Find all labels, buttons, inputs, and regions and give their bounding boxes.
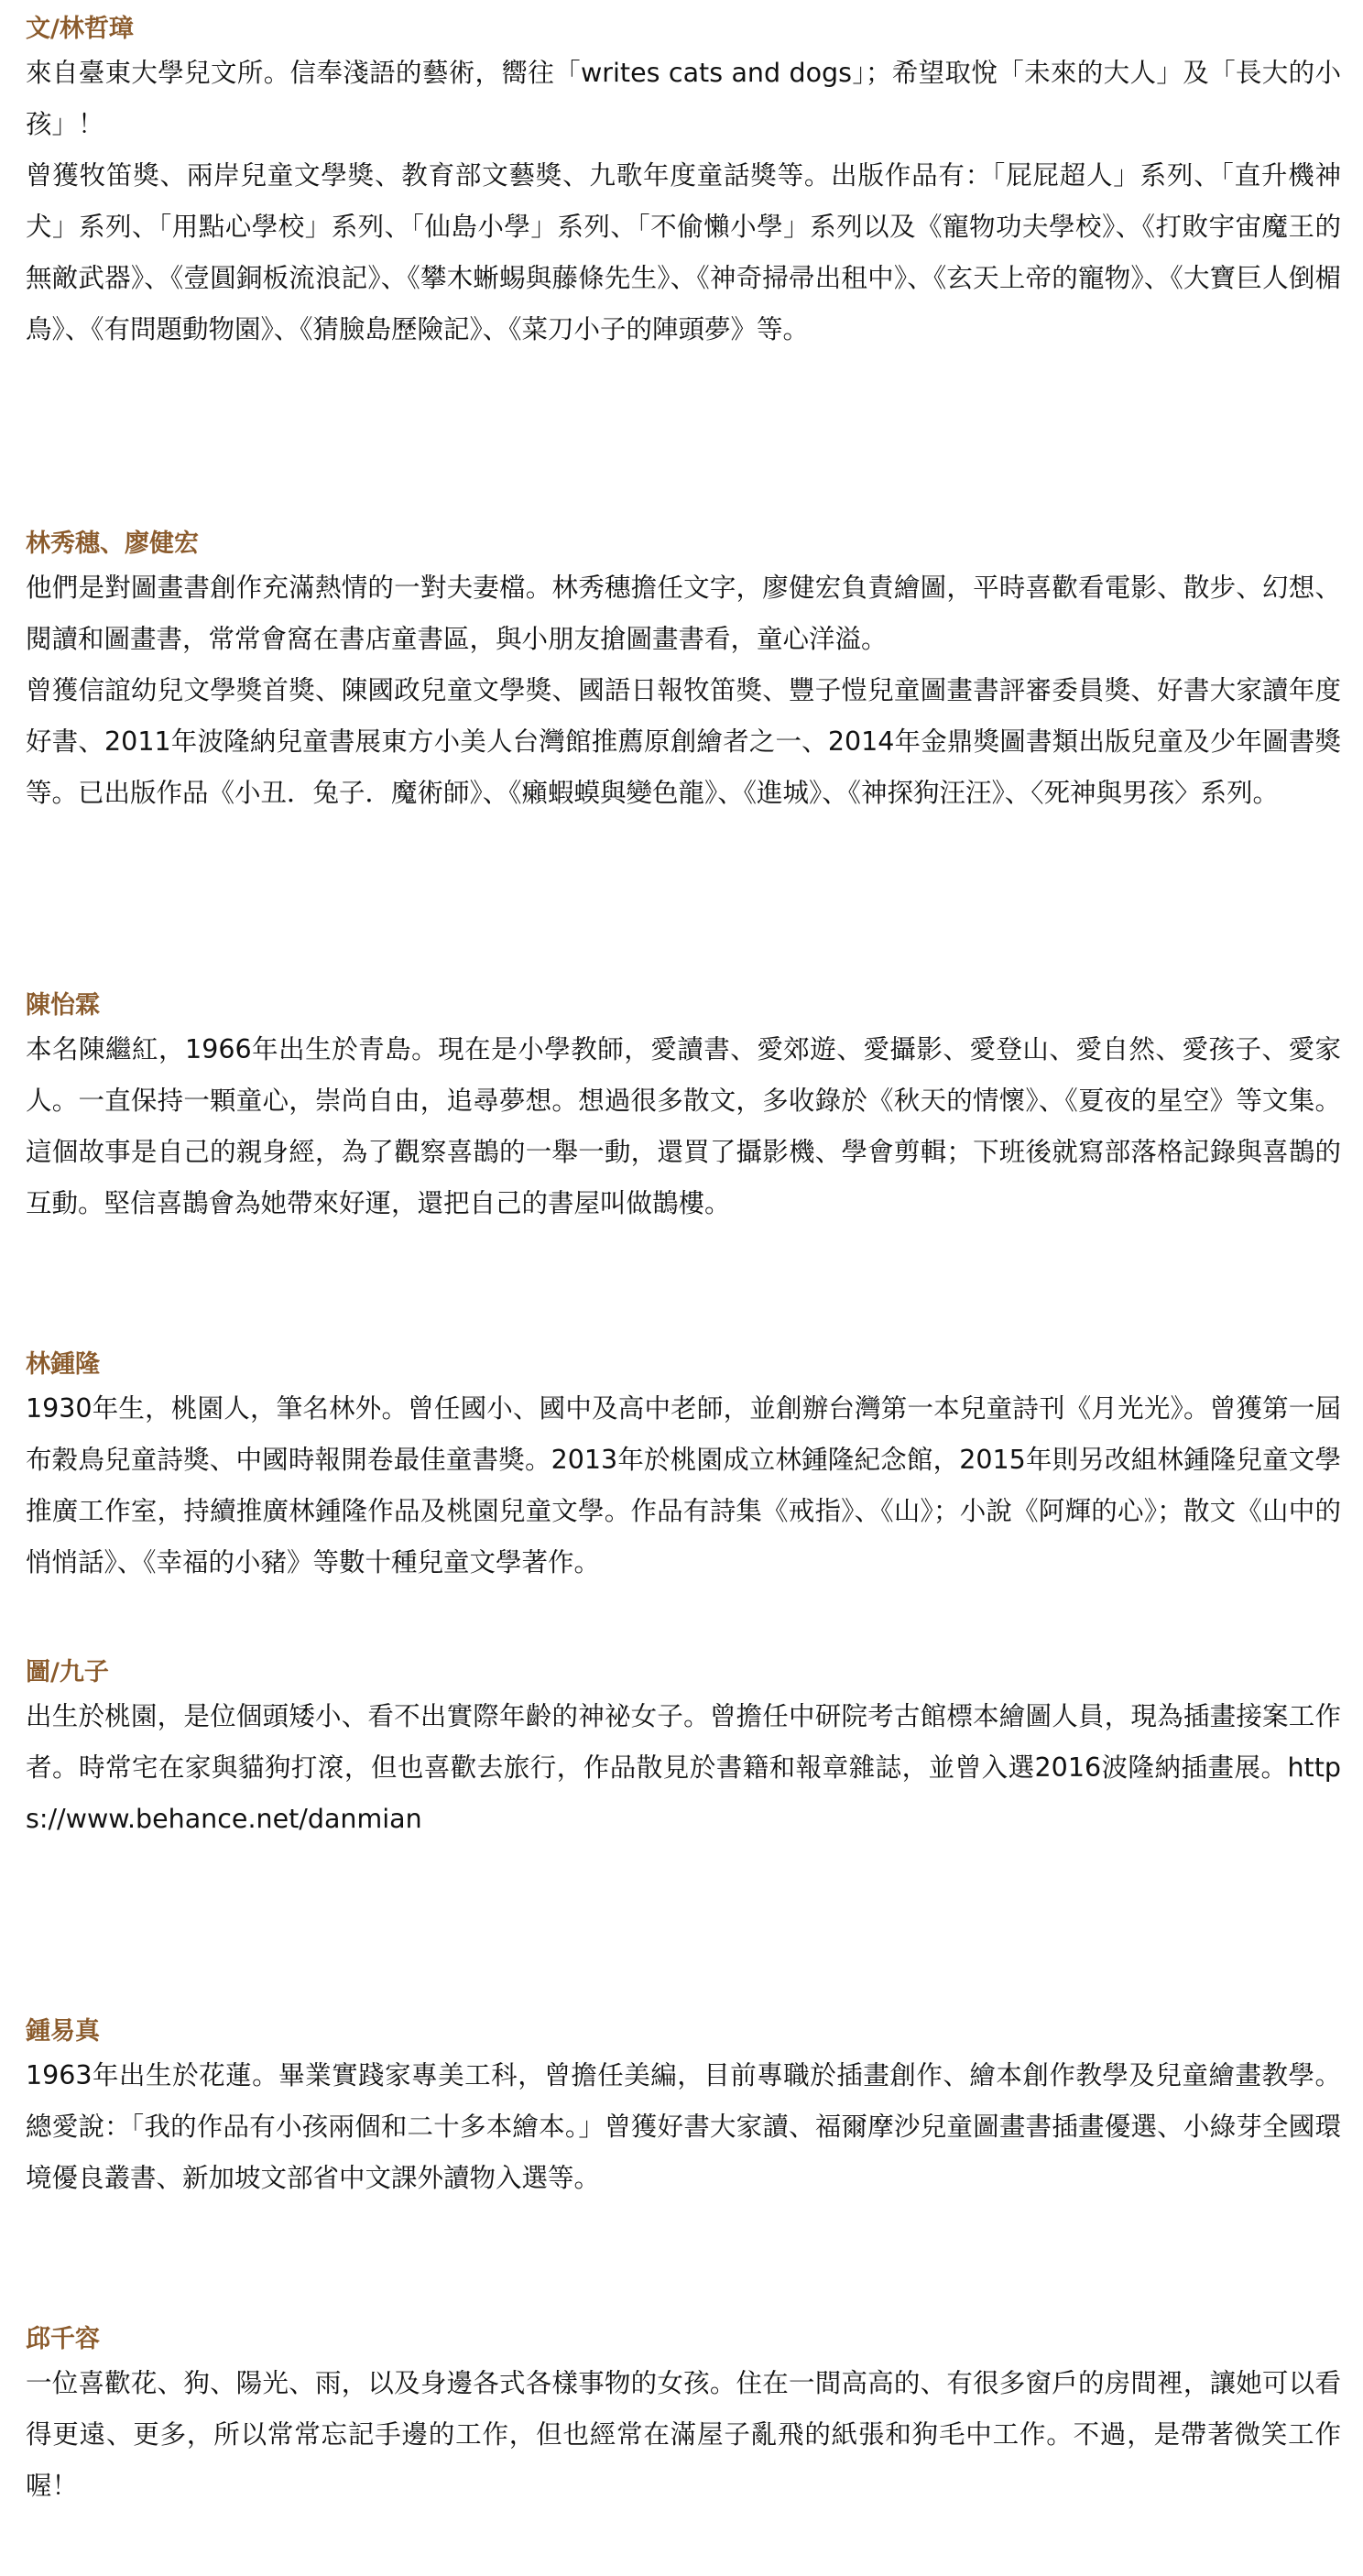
bio-paragraph: 1930年生，桃園人，筆名林外。曾任國小、國中及高中老師，並創辦台灣第一本兒童詩刊《月光光》。曾獲第一屆布穀鳥兒童詩獎、中國時報開卷最佳童書獎。2013年於桃園成立林鍾隆紀念館，2015年則另改組林鍾隆兒童文學推廣工作室，持續推廣林鍾隆作品及桃園兒童文學。作品有詩集《戒指》、《山》；小說《阿輝的心》；散文《山中的悄悄話》、《幸福的小豬》等數十種兒童文學著作。 bbox=[26, 1393, 1341, 1577]
bio-zhong-yi-zhen bbox=[26, 2014, 1341, 2204]
bio-jiu-zi bbox=[26, 1654, 1341, 1845]
bio-lin-xiu-sui-liao-jian-hong bbox=[26, 526, 1341, 819]
author-name: 圖/九子 bbox=[26, 1658, 109, 1686]
bio-paragraph: 1963年出生於花蓮。畢業實踐家專美工科，曾擔任美編，目前專職於插畫創作、繪本創作教學及兒童繪畫教學。總愛說：「我的作品有小孩兩個和二十多本繪本。」曾獲好書大家讀、福爾摩沙兒童圖畫書插畫優選、小綠芽全國環境優良叢書、新加坡文部省中文課外讀物入選等。 bbox=[26, 2060, 1341, 2193]
bio-paragraph: 曾獲信誼幼兒文學獎首獎、陳國政兒童文學獎、國語日報牧笛獎、豐子愷兒童圖畫書評審委員獎、好書大家讀年度好書、2011年波隆納兒童書展東方小美人台灣館推薦原創繪者之一、2014年金鼎獎圖書類出版兒童及少年圖書獎等。已出版作品《小丑．兔子．魔術師》、《癩蝦蟆與變色龍》、《進城》、《神探狗汪汪》、〈死神與男孩〉系列。 bbox=[26, 675, 1341, 808]
author-name: 陳怡霖 bbox=[26, 991, 100, 1020]
author-name: 文/林哲璋 bbox=[26, 15, 134, 43]
bio-lin-zhong-long bbox=[26, 1347, 1341, 1588]
author-name: 林秀穗、廖健宏 bbox=[26, 529, 199, 558]
bio-paragraph: 本名陳繼紅，1966年出生於青島。現在是小學教師，愛讀書、愛郊遊、愛攝影、愛登山、愛自然、愛孩子、愛家人。一直保持一顆童心，崇尚自由，追尋夢想。想過很多散文，多收錄於《秋天的情懷》、《夏夜的星空》等文集。這個故事是自己的親身經，為了觀察喜鵲的一舉一動，還買了攝影機、學會剪輯；下班後就寫部落格記錄與喜鵲的互動。堅信喜鵲會為她帶來好運，還把自己的書屋叫做鵲樓。 bbox=[26, 1034, 1341, 1218]
bio-paragraph: 曾獲牧笛獎、兩岸兒童文學獎、教育部文藝獎、九歌年度童話獎等。出版作品有：「屁屁超人」系列、「直升機神犬」系列、「用點心學校」系列、「仙島小學」系列、「不偷懶小學」系列以及《寵物功夫學校》、《打敗宇宙魔王的無敵武器》、《壹圓銅板流浪記》、《攀木蜥蜴與藤條先生》、《神奇掃帚出租中》、《玄天上帝的寵物》、《大寶巨人倒楣鳥》、《有問題動物園》、《猜臉島歷險記》、《菜刀小子的陣頭夢》等。 bbox=[26, 160, 1341, 344]
author-name: 鍾易真 bbox=[26, 2017, 100, 2046]
author-name: 林鍾隆 bbox=[26, 1350, 100, 1379]
bio-paragraph: 他們是對圖畫書創作充滿熱情的一對夫妻檔。林秀穗擔任文字，廖健宏負責繪圖，平時喜歡看電影、散步、幻想、閱讀和圖畫書，常常會窩在書店童書區，與小朋友搶圖畫書看，童心洋溢。 bbox=[26, 573, 1341, 654]
bio-chen-yi-lin bbox=[26, 988, 1341, 1229]
bio-paragraph: 出生於桃園，是位個頭矮小、看不出實際年齡的神祕女子。曾擔任中研院考古館標本繪圖人員，現為插畫接案工作者。時常宅在家與貓狗打滾，但也喜歡去旅行，作品散見於書籍和報章雜誌，並曾入選2016波隆納插畫展。https://www.behance.net/danmian bbox=[26, 1701, 1341, 1834]
author-name: 邱千容 bbox=[26, 2325, 100, 2353]
bio-qiu-qian-rong bbox=[26, 2321, 1341, 2512]
bio-lin-zhe-zhang bbox=[26, 11, 1341, 355]
bio-paragraph: 一位喜歡花、狗、陽光、雨，以及身邊各式各樣事物的女孩。住在一間高高的、有很多窗戶的房間裡，讓她可以看得更遠、更多，所以常常忘記手邊的工作，但也經常在滿屋子亂飛的紙張和狗毛中工作。不過，是帶著微笑工作喔！ bbox=[26, 2368, 1341, 2501]
bio-paragraph: 來自臺東大學兒文所。信奉淺語的藝術，嚮往「writes cats and dogs」；希望取悅「未來的大人」及「長大的小孩」！ bbox=[26, 58, 1341, 139]
